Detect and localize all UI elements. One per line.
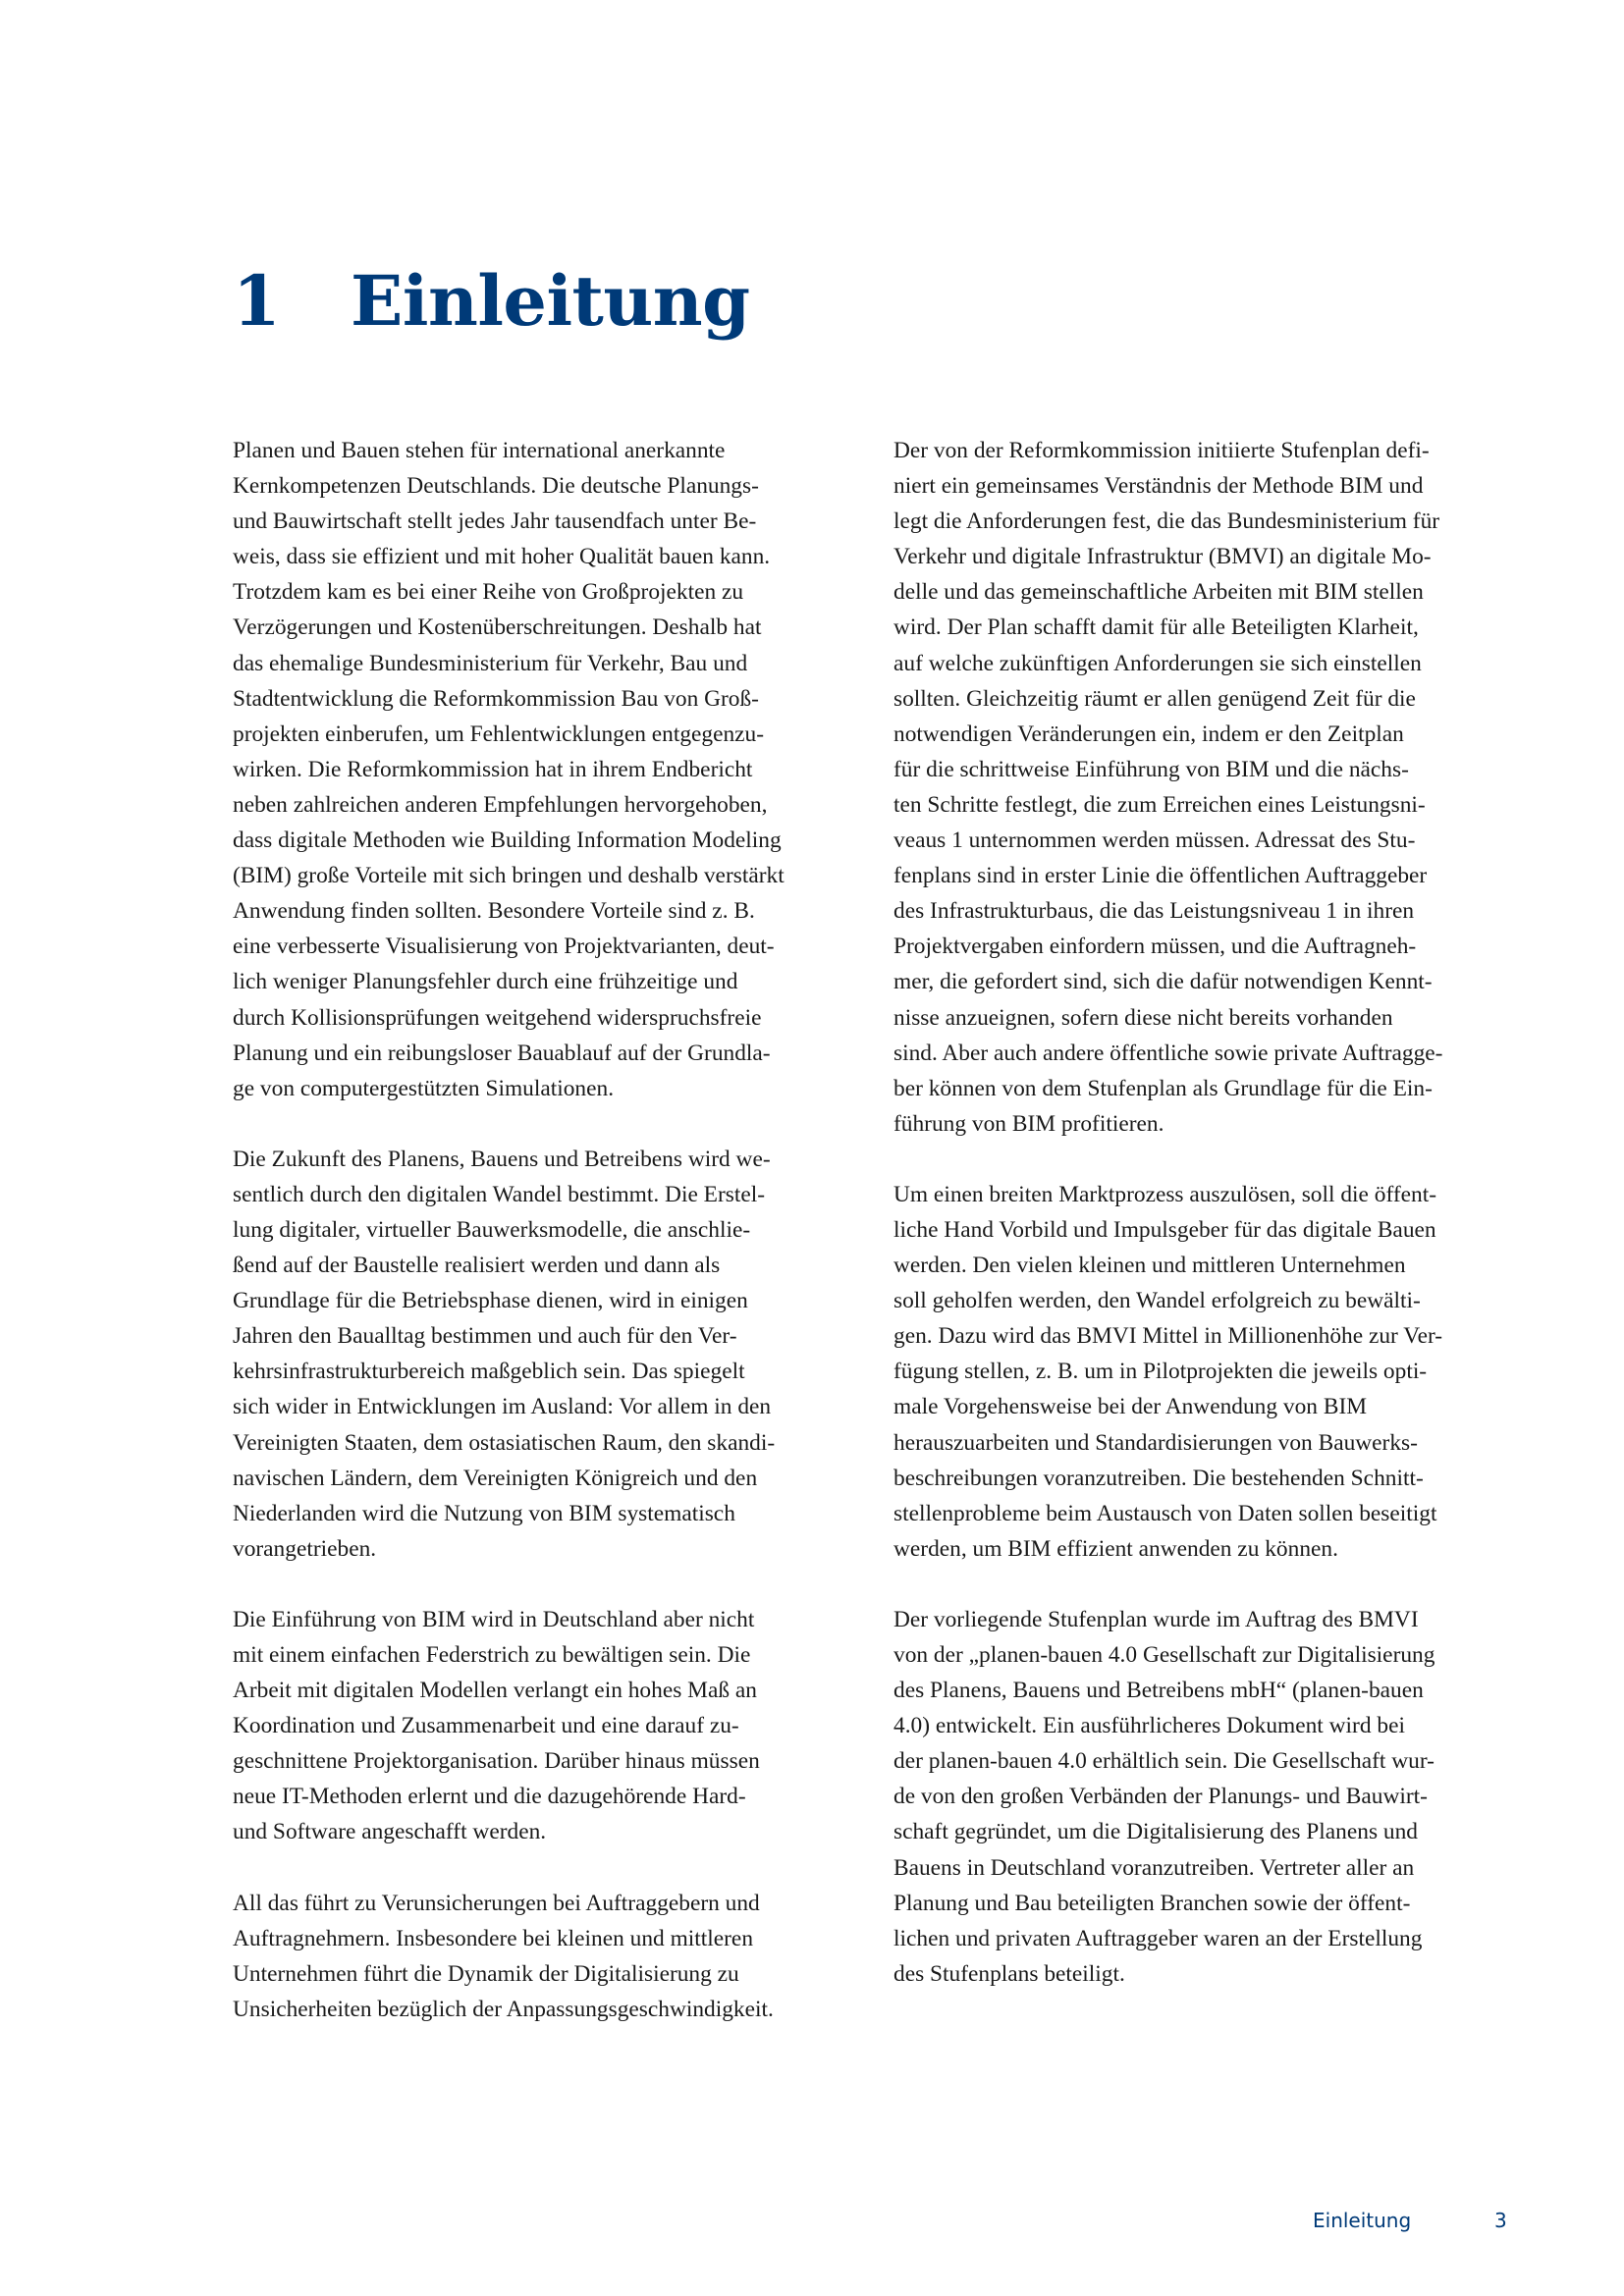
text-line: Projektvergaben einfordern müssen, und die Auftragneh- xyxy=(893,934,1417,960)
chapter-number: 1 xyxy=(233,260,281,342)
paragraph xyxy=(233,1142,866,1567)
text-column-right xyxy=(893,433,1527,2027)
text-line: ßend auf der Baustelle realisiert werden und dann als xyxy=(233,1253,721,1279)
text-line: niert ein gemeinsames Verständnis der Methode BIM und xyxy=(893,473,1424,500)
text-line: beschreibungen voranzutreiben. Die bestehenden Schnitt- xyxy=(893,1465,1424,1491)
text-line: Unternehmen führt die Dynamik der Digitalisierung zu xyxy=(233,1960,739,1987)
text-line: lung digitaler, virtueller Bauwerksmodelle, die anschlie- xyxy=(233,1216,751,1243)
page-number: 3 xyxy=(1494,2209,1507,2232)
text-line: ge von computergestützten Simulationen. xyxy=(233,1075,615,1101)
text-line: projekten einberufen, um Fehlentwicklungen entgegenzu- xyxy=(233,721,765,747)
text-line: des Infrastrukturbaus, die das Leistungsniveau 1 in ihren xyxy=(893,898,1415,925)
paragraph xyxy=(233,1602,866,1850)
paragraph xyxy=(893,433,1527,1142)
text-line: 4.0) entwickelt. Ein ausführlicheres Dokument wird bei xyxy=(893,1713,1405,1739)
text-line: gen. Dazu wird das BMVI Mittel in Millionenhöhe zur Ver- xyxy=(893,1323,1443,1350)
text-line: lich weniger Planungsfehler durch eine frühzeitige und xyxy=(233,969,738,995)
text-line: Stadtentwicklung die Reformkommission Bau von Groß- xyxy=(233,685,759,712)
paragraph xyxy=(893,1602,1527,1992)
text-line: führung von BIM profitieren. xyxy=(893,1110,1164,1137)
text-line: nisse anzueignen, sofern diese nicht bereits vorhanden xyxy=(893,1004,1393,1031)
text-line: des Planens, Bauens und Betreibens mbH“ (planen-bauen xyxy=(893,1678,1424,1704)
text-line: für die schrittweise Einführung von BIM und die nächs- xyxy=(893,756,1409,782)
paragraph xyxy=(233,1886,866,2027)
text-line: Arbeit mit digitalen Modellen verlangt ein hohes Maß an xyxy=(233,1678,757,1704)
text-line: neben zahlreichen anderen Empfehlungen hervorgehoben, xyxy=(233,791,768,818)
text-line: veaus 1 unternommen werden müssen. Adressat des Stu- xyxy=(893,828,1416,854)
text-line: notwendigen Veränderungen ein, indem er den Zeitplan xyxy=(893,721,1404,747)
text-line: mit einem einfachen Federstrich zu bewältigen sein. Die xyxy=(233,1642,751,1668)
text-line: Auftragnehmern. Insbesondere bei kleinen und mittleren xyxy=(233,1925,754,1951)
text-line: All das führt zu Verunsicherungen bei Auftraggebern und xyxy=(233,1890,760,1916)
text-line: durch Kollisionsprüfungen weitgehend widerspruchsfreie xyxy=(233,1004,762,1031)
text-line: des Stufenplans beteiligt. xyxy=(893,1960,1125,1987)
text-line: der planen-bauen 4.0 erhältlich sein. Die Gesellschaft wur- xyxy=(893,1748,1435,1775)
text-line: ten Schritte festlegt, die zum Erreichen eines Leistungsni- xyxy=(893,791,1426,818)
footer-section-label: Einleitung xyxy=(1313,2209,1412,2232)
text-line: soll geholfen werden, den Wandel erfolgreich zu bewälti- xyxy=(893,1288,1421,1314)
text-line: Die Zukunft des Planens, Bauens und Betreibens wird we- xyxy=(233,1146,771,1172)
text-column-left xyxy=(233,433,866,2062)
paragraph xyxy=(893,1177,1527,1567)
text-line: schaft gegründet, um die Digitalisierung des Planens und xyxy=(893,1819,1418,1845)
text-line: de von den großen Verbänden der Planungs- und Bauwirt- xyxy=(893,1784,1428,1810)
text-line: lichen und privaten Auftraggeber waren an der Erstellung xyxy=(893,1925,1423,1951)
text-line: Koordination und Zusammenarbeit und eine darauf zu- xyxy=(233,1713,739,1739)
text-line: werden, um BIM effizient anwenden zu können. xyxy=(893,1535,1338,1562)
text-line: stellenprobleme beim Austausch von Daten sollen beseitigt xyxy=(893,1500,1437,1526)
text-line: dass digitale Methoden wie Building Information Modeling xyxy=(233,828,782,854)
text-line: auf welche zukünftigen Anforderungen sie sich einstellen xyxy=(893,650,1422,676)
paragraph xyxy=(233,433,866,1106)
text-line: sich wider in Entwicklungen im Ausland: Vor allem in den xyxy=(233,1394,772,1420)
text-line: vorangetrieben. xyxy=(233,1535,377,1562)
text-line: geschnittene Projektorganisation. Darüber hinaus müssen xyxy=(233,1748,760,1775)
text-line: Um einen breiten Marktprozess auszulösen, soll die öffent- xyxy=(893,1181,1436,1207)
text-line: sind. Aber auch andere öffentliche sowie private Auftragge- xyxy=(893,1040,1443,1066)
chapter-title: Einleitung xyxy=(351,260,750,342)
text-line: sentlich durch den digitalen Wandel bestimmt. Die Erstel- xyxy=(233,1181,766,1207)
text-line: Planung und ein reibungsloser Bauablauf auf der Grundla- xyxy=(233,1040,771,1066)
text-line: herauszuarbeiten und Standardisierungen von Bauwerks- xyxy=(893,1429,1418,1456)
text-line: das ehemalige Bundesministerium für Verkehr, Bau und xyxy=(233,650,748,676)
text-line: Der vorliegende Stufenplan wurde im Auftrag des BMVI xyxy=(893,1606,1419,1632)
text-line: Die Einführung von BIM wird in Deutschland aber nicht xyxy=(233,1606,755,1632)
text-line: weis, dass sie effizient und mit hoher Qualität bauen kann. xyxy=(233,544,771,570)
text-line: werden. Den vielen kleinen und mittleren Unternehmen xyxy=(893,1253,1406,1279)
text-line: Planung und Bau beteiligten Branchen sowie der öffent- xyxy=(893,1890,1411,1916)
text-line: wird. Der Plan schafft damit für alle Beteiligten Klarheit, xyxy=(893,614,1419,641)
text-line: Niederlanden wird die Nutzung von BIM systematisch xyxy=(233,1500,735,1526)
text-line: Trotzdem kam es bei einer Reihe von Großprojekten zu xyxy=(233,579,744,606)
text-line: liche Hand Vorbild und Impulsgeber für das digitale Bauen xyxy=(893,1216,1436,1243)
text-line: sollten. Gleichzeitig räumt er allen genügend Zeit für die xyxy=(893,685,1416,712)
text-line: neue IT-Methoden erlernt und die dazugehörende Hard- xyxy=(233,1784,746,1810)
text-line: und Bauwirtschaft stellt jedes Jahr tausendfach unter Be- xyxy=(233,508,757,535)
text-line: Kernkompetenzen Deutschlands. Die deutsche Planungs- xyxy=(233,473,759,500)
text-line: und Software angeschafft werden. xyxy=(233,1819,547,1845)
text-line: Verzögerungen und Kostenüberschreitungen. Deshalb hat xyxy=(233,614,762,641)
text-line: Anwendung finden sollten. Besondere Vorteile sind z. B. xyxy=(233,898,755,925)
text-line: von der „planen-bauen 4.0 Gesellschaft zur Digitalisierung xyxy=(893,1642,1435,1668)
text-line: fügung stellen, z. B. um in Pilotprojekten die jeweils opti- xyxy=(893,1359,1428,1385)
text-line: Bauens in Deutschland voranzutreiben. Vertreter aller an xyxy=(893,1854,1415,1881)
text-line: Verkehr und digitale Infrastruktur (BMVI) an digitale Mo- xyxy=(893,544,1432,570)
text-line: Planen und Bauen stehen für international anerkannte xyxy=(233,438,726,463)
text-line: (BIM) große Vorteile mit sich bringen und deshalb verstärkt xyxy=(233,863,785,889)
text-line: fenplans sind in erster Linie die öffentlichen Auftraggeber xyxy=(893,863,1428,889)
text-line: delle und das gemeinschaftliche Arbeiten mit BIM stellen xyxy=(893,579,1424,606)
text-line: Grundlage für die Betriebsphase dienen, wird in einigen xyxy=(233,1288,748,1314)
chapter-heading xyxy=(233,257,750,346)
text-line: Jahren den Baualltag bestimmen und auch für den Ver- xyxy=(233,1323,737,1350)
text-line: eine verbesserte Visualisierung von Projektvarianten, deut- xyxy=(233,934,775,960)
text-line: Unsicherheiten bezüglich der Anpassungsgeschwindigkeit. xyxy=(233,1996,774,2022)
text-line: Vereinigten Staaten, dem ostasiatischen Raum, den skandi- xyxy=(233,1429,776,1456)
text-line: wirken. Die Reformkommission hat in ihrem Endbericht xyxy=(233,756,753,782)
text-line: mer, die gefordert sind, sich die dafür notwendigen Kennt- xyxy=(893,969,1433,995)
text-line: kehrsinfrastrukturbereich maßgeblich sein. Das spiegelt xyxy=(233,1359,745,1385)
text-line: Der von der Reformkommission initiierte Stufenplan defi- xyxy=(893,438,1430,463)
text-line: legt die Anforderungen fest, die das Bundesministerium für xyxy=(893,508,1440,535)
text-line: male Vorgehensweise bei der Anwendung von BIM xyxy=(893,1394,1368,1420)
text-line: navischen Ländern, dem Vereinigten Königreich und den xyxy=(233,1465,758,1491)
text-line: ber können von dem Stufenplan als Grundlage für die Ein- xyxy=(893,1075,1433,1101)
